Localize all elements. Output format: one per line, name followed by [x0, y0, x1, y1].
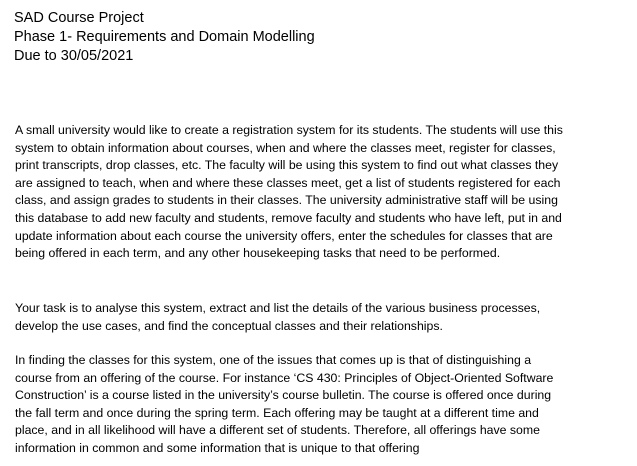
text-line: In finding the classes for this system, one of the issues that comes up is that of distinguishing a: [15, 353, 532, 367]
text-line: print transcripts, drop classes, etc. The faculty will be using this system to find out what classes they: [15, 158, 559, 173]
text-line: A small university would like to create a registration system for its students. The students will use this: [15, 123, 563, 137]
paragraph-classes: [15, 352, 633, 458]
paragraph-system-description: [15, 122, 633, 263]
text-line: class, and assign grades to students in their classes. The university administrative staff will be using: [15, 193, 558, 208]
text-line: Your task is to analyse this system, extract and list the details of the various business processes,: [15, 301, 541, 315]
document-title: SAD Course Project: [14, 10, 144, 26]
text-line: develop the use cases, and find the conceptual classes and their relationships.: [15, 318, 443, 333]
text-line: the fall term and once during the spring term. Each offering may be taught at a different time and: [15, 405, 539, 420]
text-line: update information about each course the university offers, enter the schedules for classes that are: [15, 228, 553, 243]
paragraph-task: [15, 300, 633, 335]
phase-title: Phase 1- Requirements and Domain Modelling: [14, 29, 315, 45]
text-line: being offered in each term, and any other housekeeping tasks that need to be performed.: [15, 246, 501, 261]
text-line: Construction’ is a course listed in the university’s course bulletin. The course is offered once during: [15, 388, 552, 403]
document-header: [14, 9, 315, 66]
text-line: course from an offering of the course. For instance ‘CS 430: Principles of Object-Oriented Software: [15, 370, 554, 385]
text-line: this database to add new faculty and students, remove faculty and students who have left, put in and: [15, 210, 562, 225]
text-line: are assigned to teach, when and where these classes meet, get a list of students registered for each: [15, 175, 561, 190]
text-line: system to obtain information about courses, when and where the classes meet, register for classes,: [15, 140, 556, 155]
text-line: information in common and some information that is unique to that offering: [15, 440, 420, 455]
text-line: place, and in all likelihood will have a different set of students. Therefore, all offerings have some: [15, 423, 540, 438]
due-date: Due to 30/05/2021: [14, 48, 134, 64]
